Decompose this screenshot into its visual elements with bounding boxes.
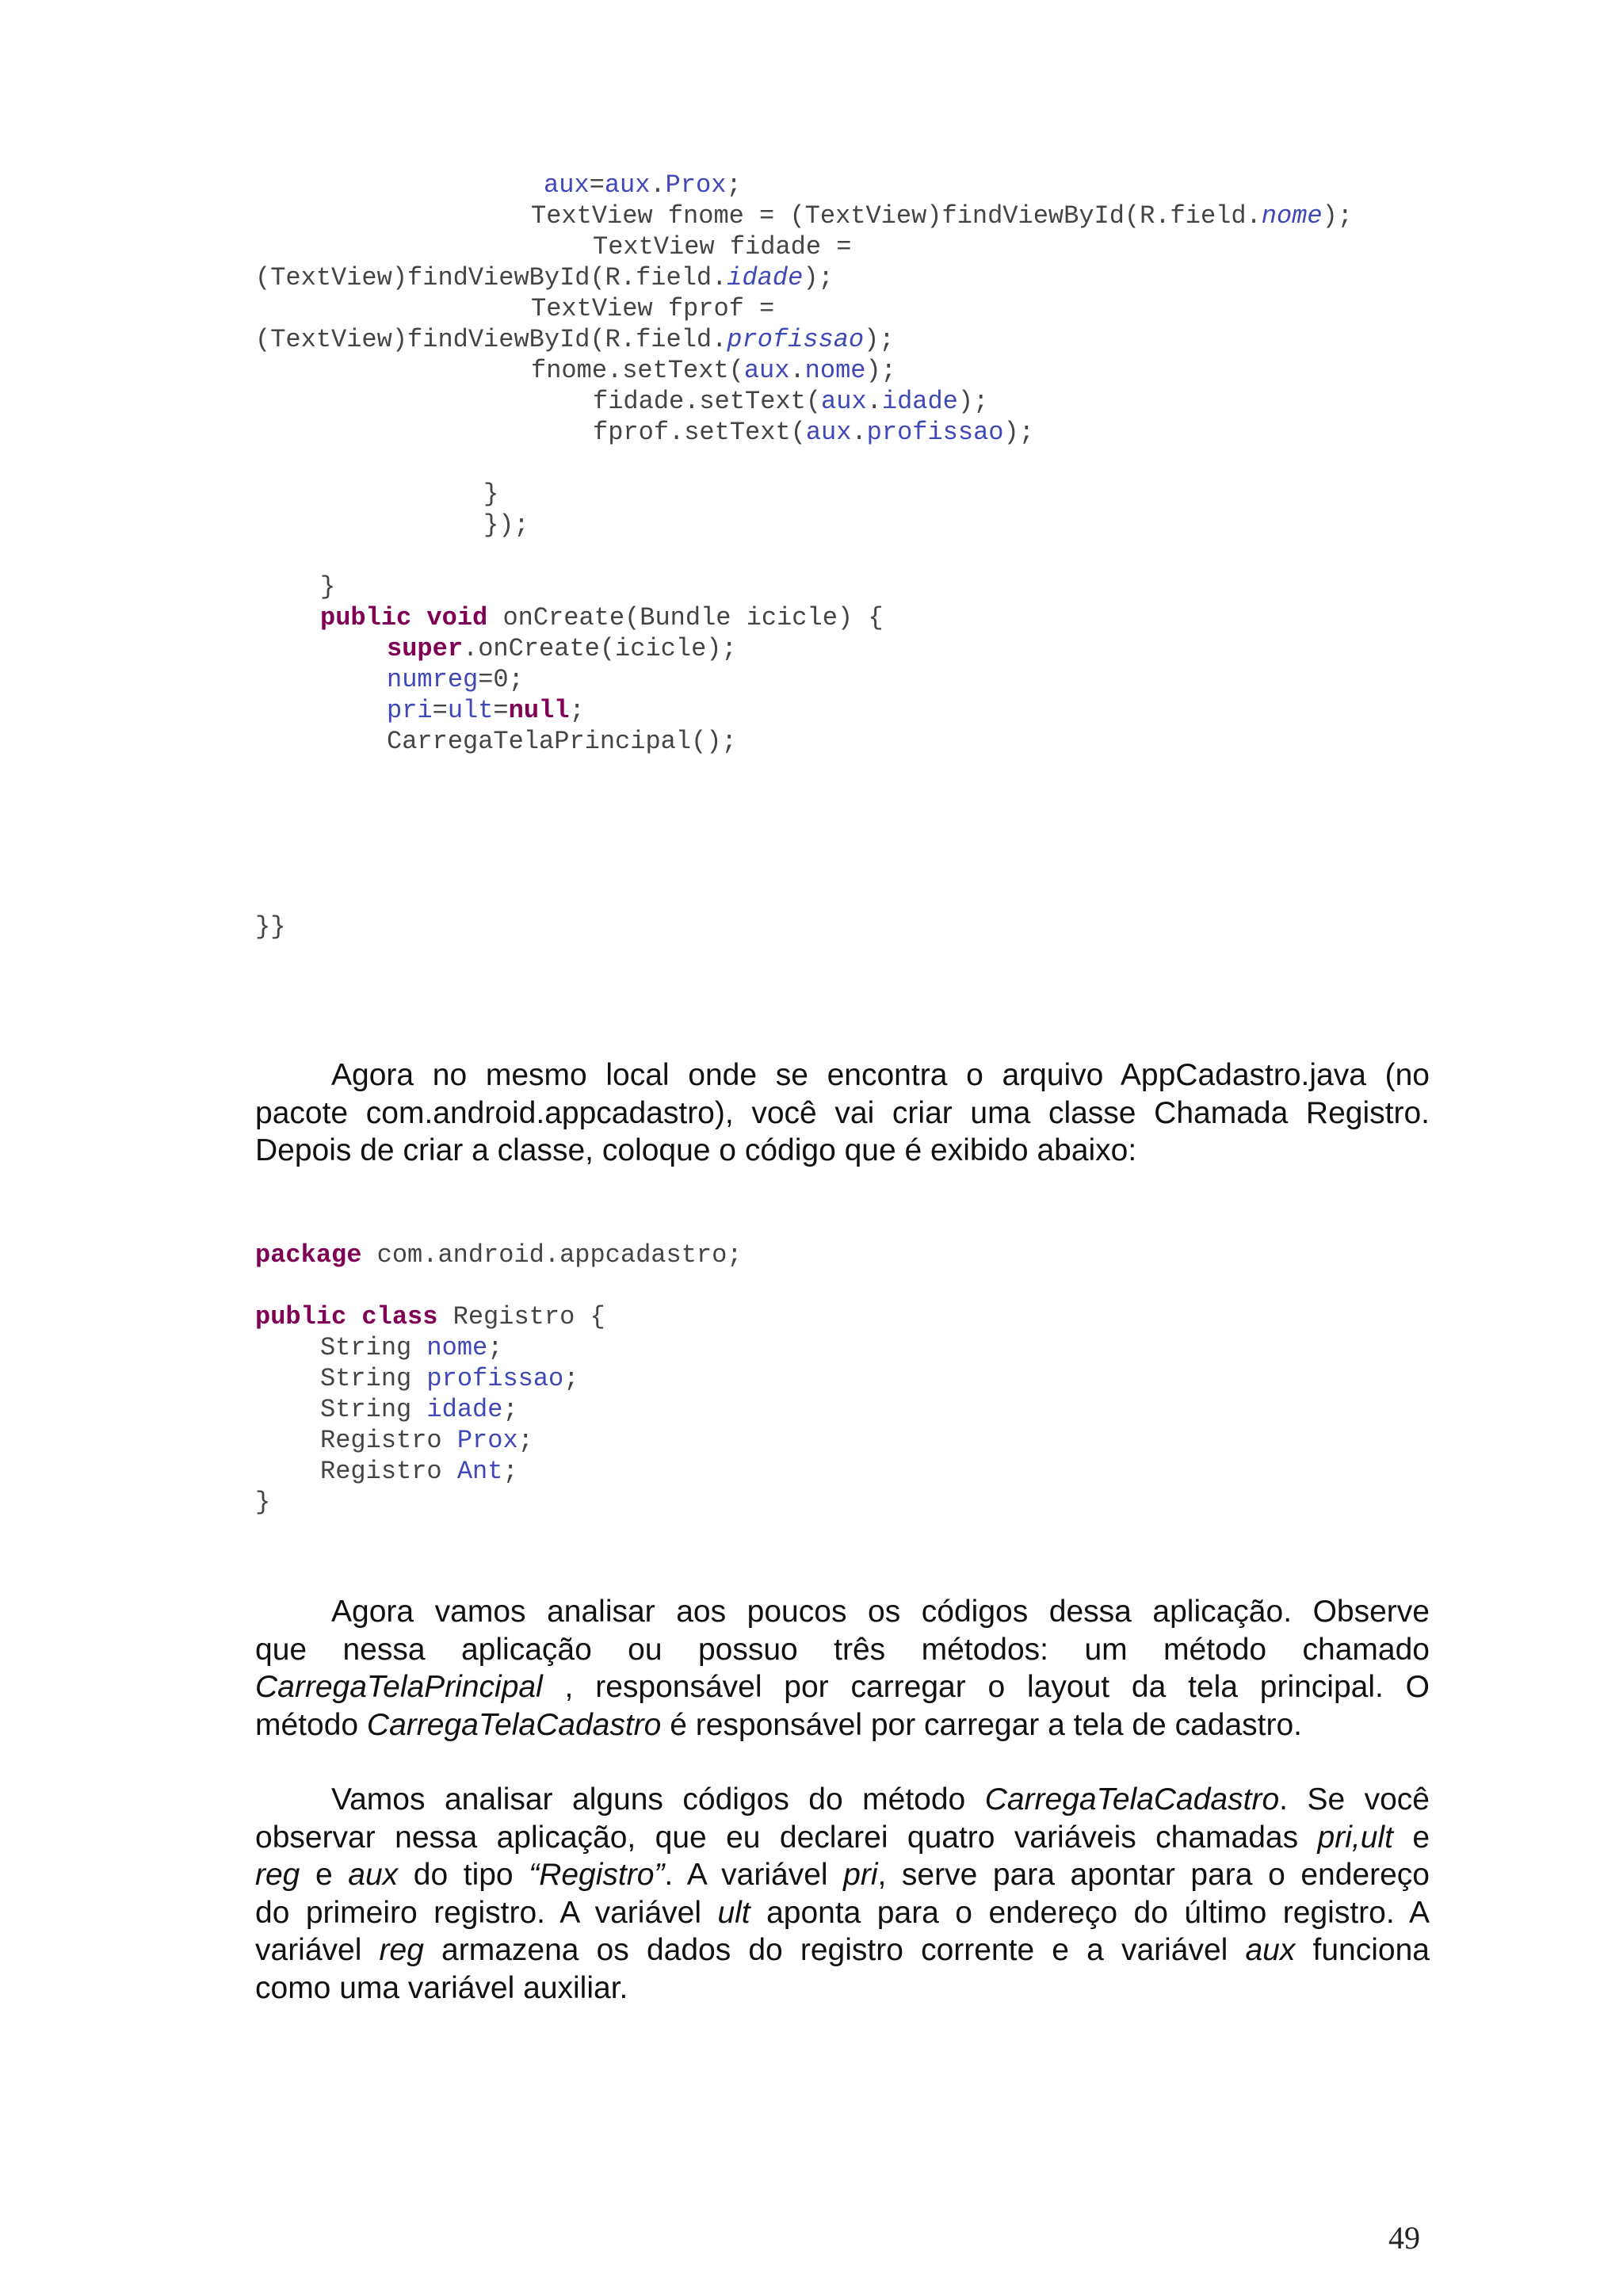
code-line: String idade; bbox=[320, 1395, 518, 1424]
paragraph-line: CarregaTelaPrincipal , responsável por carregar o layout da tela principal. O bbox=[255, 1670, 1430, 1704]
code-line: super.onCreate(icicle); bbox=[387, 634, 737, 663]
paragraph-methods-overview bbox=[255, 1593, 1430, 1744]
code-line: TextView fidade = bbox=[593, 232, 852, 262]
code-line: } bbox=[255, 1488, 271, 1517]
code-line: fidade.setText(aux.idade); bbox=[593, 387, 989, 416]
code-line: }} bbox=[255, 912, 286, 942]
paragraph-line: método CarregaTelaCadastro é responsável por carregar a tela de cadastro. bbox=[255, 1707, 1302, 1742]
code-line: public class Registro { bbox=[255, 1302, 605, 1331]
code-line: Registro Ant; bbox=[320, 1457, 518, 1486]
paragraph-line: Agora vamos analisar aos poucos os códigos dessa aplicação. Observe bbox=[331, 1595, 1430, 1629]
code-line: numreg=0; bbox=[387, 665, 524, 694]
paragraph-create-registro-class bbox=[255, 1056, 1430, 1170]
code-line: Registro Prox; bbox=[320, 1426, 533, 1455]
code-line: TextView fnome = (TextView)findViewById(R.field.nome); bbox=[531, 201, 1353, 231]
paragraph-line: reg e aux do tipo “Registro”. A variável pri, serve para apontar para o endereço bbox=[255, 1858, 1430, 1892]
code-line: } bbox=[483, 479, 499, 509]
code-line: fprof.setText(aux.profissao); bbox=[593, 418, 1034, 447]
paragraph-line: pacote com.android.appcadastro), você vai criar uma classe Chamada Registro. bbox=[255, 1095, 1430, 1130]
code-line: package com.android.appcadastro; bbox=[255, 1240, 743, 1270]
code-line: } bbox=[320, 572, 336, 602]
code-line: String profissao; bbox=[320, 1364, 579, 1393]
paragraph-line: Vamos analisar alguns códigos do método CarregaTelaCadastro. Se você bbox=[331, 1782, 1430, 1817]
paragraph-line: variável reg armazena os dados do registro corrente e a variável aux funciona bbox=[255, 1933, 1430, 1967]
code-line: fnome.setText(aux.nome); bbox=[531, 356, 896, 385]
code-line: }); bbox=[483, 510, 529, 540]
code-line: aux=aux.Prox; bbox=[544, 170, 742, 200]
code-line: (TextView)findViewById(R.field.idade); bbox=[255, 263, 834, 292]
paragraph-line: do primeiro registro. A variável ult aponta para o endereço do último registro. A bbox=[255, 1895, 1430, 1930]
paragraph-variables-explanation bbox=[255, 1781, 1430, 2007]
paragraph-line: observar nessa aplicação, que eu declarei quatro variáveis chamadas pri,ult e bbox=[255, 1820, 1430, 1855]
paragraph-line: que nessa aplicação ou possuo três métodos: um método chamado bbox=[255, 1632, 1430, 1667]
code-line: String nome; bbox=[320, 1333, 503, 1362]
page-number: 49 bbox=[1388, 2220, 1420, 2256]
paragraph-line: como uma variável auxiliar. bbox=[255, 1970, 628, 2005]
paragraph-line: Agora no mesmo local onde se encontra o arquivo AppCadastro.java (no bbox=[331, 1058, 1430, 1092]
code-line: CarregaTelaPrincipal(); bbox=[387, 727, 737, 756]
code-line: TextView fprof = bbox=[531, 294, 775, 323]
code-line: pri=ult=null; bbox=[387, 696, 585, 725]
code-line: (TextView)findViewById(R.field.profissao); bbox=[255, 325, 895, 354]
paragraph-line: Depois de criar a classe, coloque o código que é exibido abaixo: bbox=[255, 1133, 1137, 1167]
code-line: public void onCreate(Bundle icicle) { bbox=[320, 603, 884, 632]
